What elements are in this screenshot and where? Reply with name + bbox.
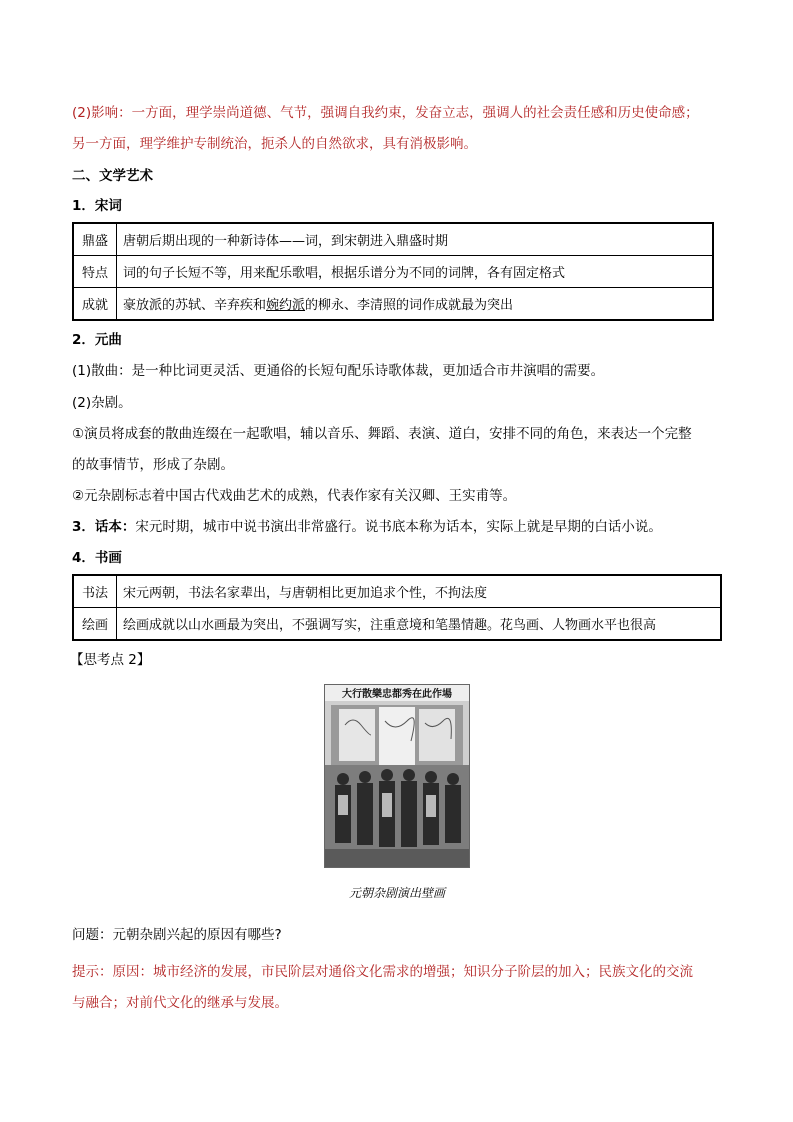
- table-row: [73, 575, 721, 608]
- mural-illustration: [325, 685, 469, 867]
- think-point-label: 【思考点 2】: [70, 652, 151, 668]
- zaju-text: (2)杂剧。: [72, 395, 132, 411]
- songci-value-chengjiu: [117, 288, 714, 321]
- yuanqu-title: 2．元曲: [72, 332, 122, 348]
- zaju-point-2: ②元杂剧标志着中国古代戏曲艺术的成熟，代表作家有关汉卿、王实甫等。: [72, 488, 517, 504]
- table-row: [73, 256, 713, 288]
- table-row: [73, 288, 713, 321]
- chengjiu-text-a: 豪放派的苏轼、辛弃疾和: [123, 298, 267, 313]
- shuhua-key-shufa: 书法: [73, 575, 117, 608]
- shuhua-key-huihua: 绘画: [73, 608, 117, 641]
- table-row: [73, 223, 713, 256]
- songci-value-tedian: 词的句子长短不等，用来配乐歌唱，根据乐谱分为不同的词牌，各有固定格式: [117, 256, 714, 288]
- huaben-title: 3．话本：: [72, 519, 136, 535]
- shuhua-table: [72, 574, 722, 641]
- section-2-title: 二、文学艺术: [72, 168, 153, 184]
- songci-key-chengjiu: 成就: [73, 288, 117, 321]
- sanqu-text: (1)散曲：是一种比词更灵活、更通俗的长短句配乐诗歌体裁，更加适合市井演唱的需要。: [72, 363, 605, 379]
- songci-value-dingsheng: 唐朝后期出现的一种新诗体——词，到宋朝进入鼎盛时期: [117, 223, 714, 256]
- songci-title: 1．宋词: [72, 198, 122, 214]
- hint-line-1: 提示：原因：城市经济的发展，市民阶层对通俗文化需求的增强；知识分子阶层的加入；民族文化的交流: [72, 964, 693, 980]
- chengjiu-wanyue-underlined: 婉约派: [266, 298, 306, 313]
- huaben-paragraph: [72, 517, 662, 537]
- influence-line-2: 另一方面，理学维护专制统治，扼杀人的自然欲求，具有消极影响。: [72, 136, 477, 152]
- question-text: 问题：元朝杂剧兴起的原因有哪些?: [72, 927, 282, 943]
- chengjiu-text-b: 的柳永、李清照的词作成就最为突出: [305, 298, 514, 313]
- shuhua-value-huihua: 绘画成就以山水画最为突出，不强调写实，注重意境和笔墨情趣。花鸟画、人物画水平也很高: [117, 608, 722, 641]
- shuhua-title: 4．书画: [72, 550, 122, 566]
- zaju-mural-image: [324, 684, 470, 868]
- shuhua-value-shufa: 宋元两朝，书法名家辈出，与唐朝相比更加追求个性，不拘法度: [117, 575, 722, 608]
- songci-key-dingsheng: 鼎盛: [73, 223, 117, 256]
- huaben-text: 宋元时期，城市中说书演出非常盛行。说书底本称为话本，实际上就是早期的白话小说。: [135, 519, 662, 535]
- songci-table: [72, 222, 714, 321]
- image-caption: 元朝杂剧演出壁画: [348, 886, 445, 900]
- songci-key-tedian: 特点: [73, 256, 117, 288]
- zaju-point-1-line-2: 的故事情节，形成了杂剧。: [72, 457, 234, 473]
- mural-banner-text: 大行散樂忠都秀在此作場: [342, 689, 452, 700]
- influence-line-1: (2)影响：一方面，理学崇尚道德、气节，强调自我约束，发奋立志，强调人的社会责任感和历史使命感；: [72, 105, 699, 121]
- hint-line-2: 与融合；对前代文化的继承与发展。: [72, 995, 288, 1011]
- table-row: [73, 608, 721, 641]
- zaju-point-1-line-1: ①演员将成套的散曲连缀在一起歌唱，辅以音乐、舞蹈、表演、道白，安排不同的角色，来表达一个完整: [72, 426, 692, 442]
